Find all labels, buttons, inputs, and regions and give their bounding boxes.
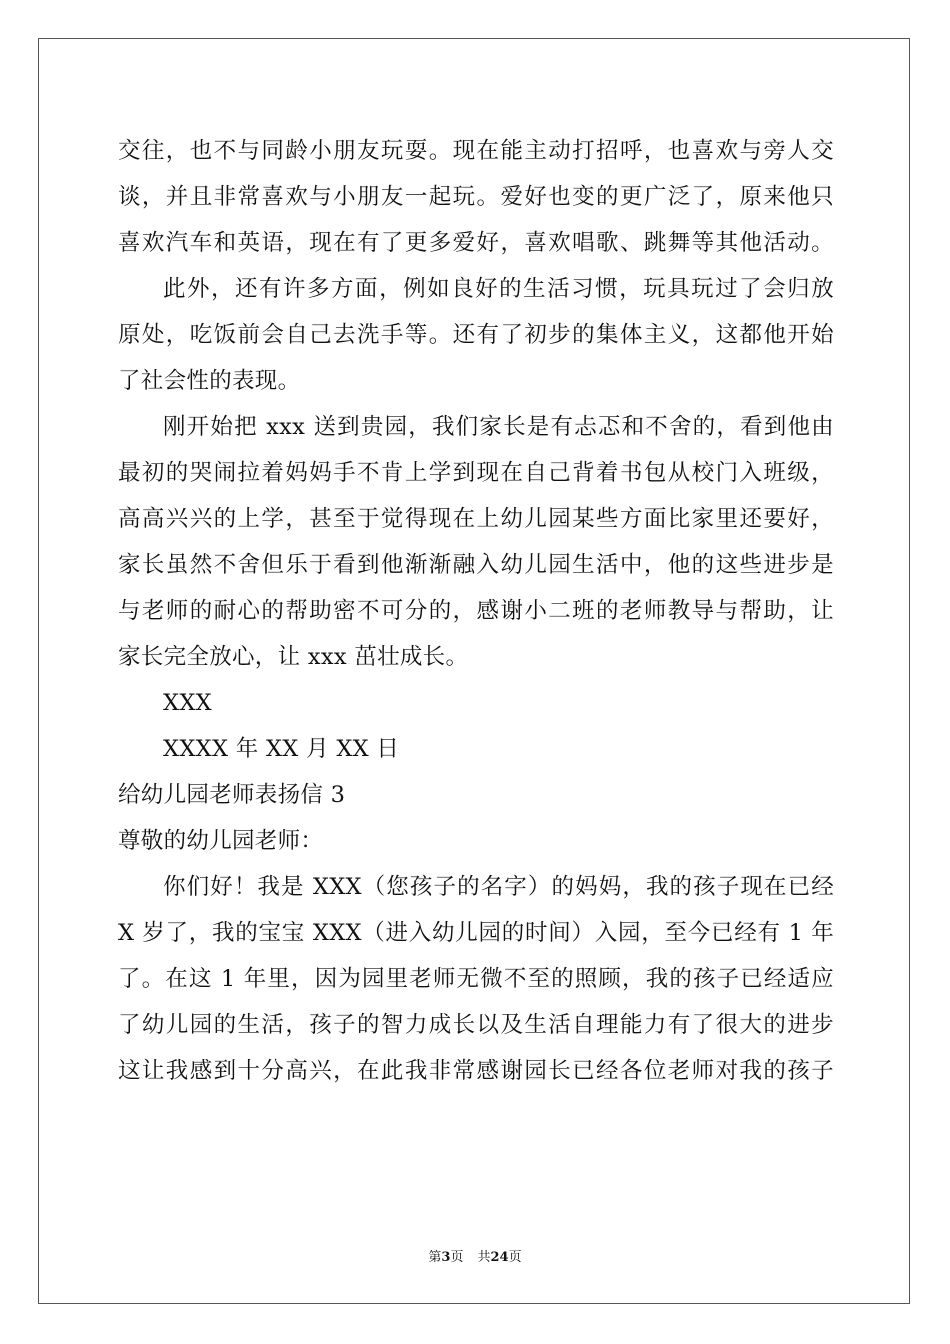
page-suffix: 页 [450,1250,464,1265]
page-prefix: 第 [428,1250,442,1265]
text-line: 高高兴兴的上学，甚至于觉得现在上幼儿园某些方面比家里还要好， [118,506,834,532]
signature-date: XXXX 年 XX 月 XX 日 [163,736,400,762]
total-prefix: 共 [477,1250,491,1265]
text-line: 与老师的耐心的帮助密不可分的，感谢小二班的老师教导与帮助，让 [118,598,834,624]
section-title: 给幼儿园老师表扬信 3 [118,782,346,808]
salutation: 尊敬的幼儿园老师： [118,828,324,854]
text-line: 家长完全放心，让 xxx 茁壮成长。 [118,644,469,670]
text-line: 这让我感到十分高兴，在此我非常感谢园长已经各位老师对我的孩子 [118,1058,834,1084]
text-line: 了。在这 1 年里，因为园里老师无微不至的照顾，我的孩子已经适应 [118,966,834,992]
paragraph-first-line: 刚开始把 xxx 送到贵园，我们家长是有忐忑和不舍的，看到他由 [163,414,834,440]
signature-name: XXX [163,690,212,716]
text-line: 喜欢汽车和英语，现在有了更多爱好，喜欢唱歌、跳舞等其他活动。 [118,230,834,256]
document-body [118,128,834,1094]
page-footer [0,1246,950,1265]
text-line: 家长虽然不舍但乐于看到他渐渐融入幼儿园生活中，他的这些进步是 [118,552,834,578]
text-line: 交往，也不与同龄小朋友玩耍。现在能主动打招呼，也喜欢与旁人交 [118,138,834,164]
text-line: 谈，并且非常喜欢与小朋友一起玩。爱好也变的更广泛了，原来他只 [118,184,834,210]
page-number: 3 [441,1250,451,1265]
total-suffix: 页 [508,1250,522,1265]
text-line: 最初的哭闹拉着妈妈手不肯上学到现在自己背着书包从校门入班级， [118,460,834,486]
paragraph-first-line: 你们好！我是 XXX（您孩子的名字）的妈妈，我的孩子现在已经 [163,874,834,900]
total-pages: 24 [490,1250,509,1265]
text-line: 了社会性的表现。 [118,368,301,394]
text-line: 原处，吃饭前会自己去洗手等。还有了初步的集体主义，这都他开始 [118,322,834,348]
paragraph-first-line: 此外，还有许多方面，例如良好的生活习惯，玩具玩过了会归放 [163,276,834,302]
text-line: X 岁了，我的宝宝 XXX（进入幼儿园的时间）入园，至今已经有 1 年 [118,920,834,946]
text-line: 了幼儿园的生活，孩子的智力成长以及生活自理能力有了很大的进步 [118,1012,834,1038]
